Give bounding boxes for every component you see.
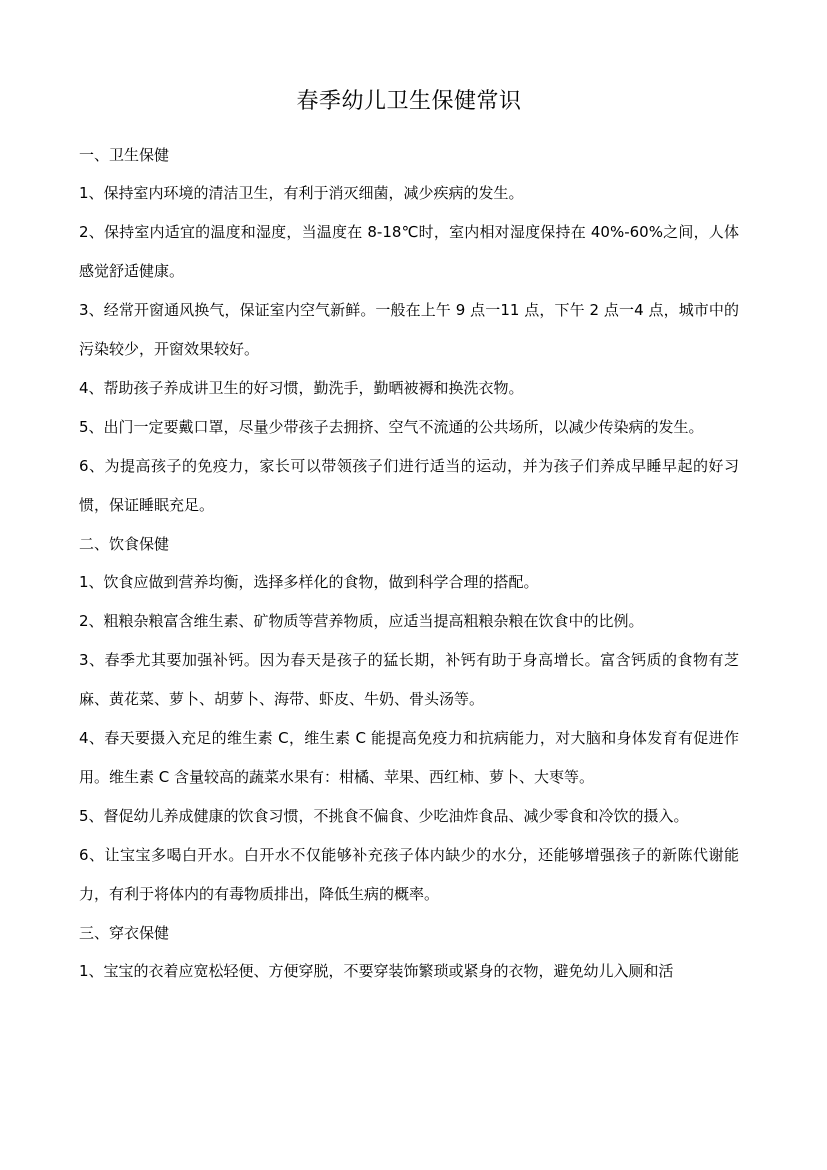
- paragraph: 1、饮食应做到营养均衡，选择多样化的食物，做到科学合理的搭配。: [79, 573, 539, 591]
- paragraph: 2、粗粮杂粮富含维生素、矿物质等营养物质，应适当提高粗粮杂粮在饮食中的比例。: [79, 612, 644, 630]
- section-heading-clothing: 三、穿衣保健: [79, 924, 170, 942]
- paragraph: 5、督促幼儿养成健康的饮食习惯，不挑食不偏食、少吃油炸食品、减少零食和冷饮的摄入。: [79, 807, 689, 825]
- paragraph: 3、春季尤其要加强补钙。因为春天是孩子的猛长期，补钙有助于身高增长。富含钙质的食物有芝麻、黄花菜、萝卜、胡萝卜、海带、虾皮、牛奶、骨头汤等。: [79, 651, 739, 708]
- paragraph: 6、为提高孩子的免疫力，家长可以带领孩子们进行适当的运动，并为孩子们养成早睡早起的好习惯，保证睡眠充足。: [79, 457, 739, 514]
- paragraph: 3、经常开窗通风换气，保证室内空气新鲜。一般在上午 9 点一11 点，下午 2 点一4 点，城市中的污染较少，开窗效果较好。: [79, 301, 739, 358]
- paragraph: 4、春天要摄入充足的维生素 C，维生素 C 能提高免疫力和抗病能力，对大脑和身体发育有促进作用。维生素 C 含量较高的蔬菜水果有：柑橘、苹果、西红柿、萝卜、大枣等。: [79, 729, 739, 786]
- document-title: 春季幼儿卫生保健常识: [296, 89, 522, 114]
- paragraph: 1、保持室内环境的清洁卫生，有利于消灭细菌，减少疾病的发生。: [79, 184, 524, 202]
- document-page: [79, 86, 739, 991]
- paragraph: 6、让宝宝多喝白开水。白开水不仅能够补充孩子体内缺少的水分，还能够增强孩子的新陈代谢能力，有利于将体内的有毒物质排出，降低生病的概率。: [79, 846, 739, 903]
- section-heading-hygiene: 一、卫生保健: [79, 146, 170, 164]
- paragraph: 1、宝宝的衣着应宽松轻便、方便穿脱，不要穿装饰繁琐或紧身的衣物，避免幼儿入厕和活: [79, 962, 674, 980]
- section-heading-diet: 二、饮食保健: [79, 535, 170, 553]
- paragraph: 4、帮助孩子养成讲卫生的好习惯，勤洗手，勤晒被褥和换洗衣物。: [79, 379, 524, 397]
- paragraph: 5、出门一定要戴口罩，尽量少带孩子去拥挤、空气不流通的公共场所，以减少传染病的发生。: [79, 418, 704, 436]
- paragraph: 2、保持室内适宜的温度和湿度，当温度在 8-18℃时，室内相对湿度保持在 40%-60%之间，人体感觉舒适健康。: [79, 223, 739, 280]
